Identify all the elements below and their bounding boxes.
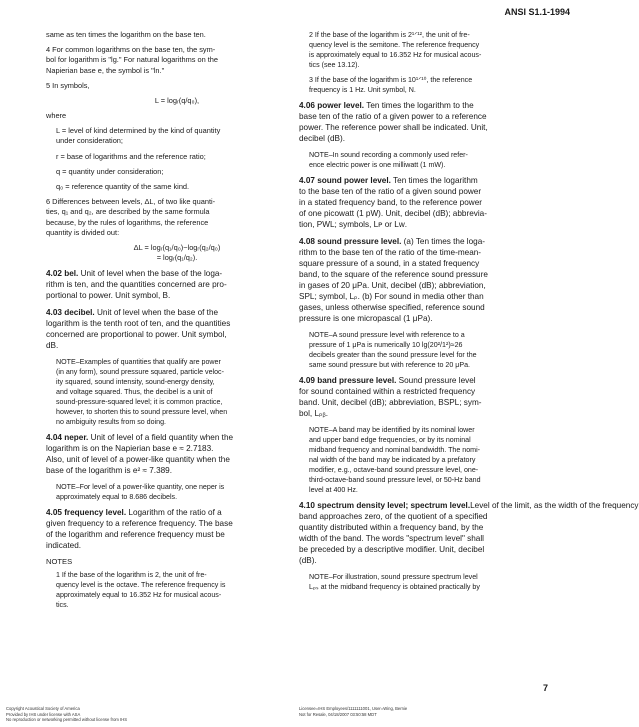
footer-right [299, 706, 407, 717]
text-line: indicated. [46, 541, 82, 551]
text-line: given frequency to a reference frequency. The base [46, 519, 233, 529]
text-line: 6 Differences between levels, ΔL, of two like quanti- [46, 197, 216, 207]
text-line [299, 236, 561, 247]
section-term: 4.02 bel. [46, 269, 79, 279]
text-line: band. Unit, decibel (dB); abbreviation, BSPL; sym- [299, 398, 482, 407]
text-line: base of the logarithm is e² ≈ 7.389. [46, 466, 173, 476]
text-line [46, 507, 308, 518]
text-line: NOTE–For level of a power-like quantity, one neper is [56, 483, 225, 492]
text-line: NOTE–Examples of quantities that qualify are power [56, 358, 221, 367]
section-text: Ten times the logarithm [390, 176, 478, 185]
text-line: in gases of 20 μPa. Unit, decibel (dB); abbreviation, [299, 281, 486, 290]
footer-line: Not for Resale, 04/18/2007 03:50:58 MDT [299, 711, 377, 717]
text-line: band, to the square of the reference sound pressure [299, 270, 488, 279]
footer-line: Copyright Acoustical Society of America [6, 706, 80, 711]
section-text: Ten times the logarithm to the [364, 101, 474, 110]
text-line: under consideration; [56, 136, 123, 146]
block-formula-diff [46, 243, 308, 263]
block-s407 [299, 175, 561, 230]
text-line: same as ten times the logarithm on the base ten. [46, 30, 206, 39]
text-line: ity squared, sound intensity, sound-energy density, [56, 378, 215, 387]
text-line: same sound pressure but with reference to 20 μPa. [309, 361, 471, 369]
footer-left [6, 706, 127, 723]
text-line: ence electric power is one milliwatt (1 mW). [309, 161, 446, 169]
block-def-q0 [46, 182, 308, 192]
text-line: quency level is the octave. The reference frequency is [56, 581, 226, 590]
block-s406-note [299, 150, 561, 170]
page-number: 7 [542, 683, 548, 693]
text-line: Napierian base e, the symbol is "ln." [46, 65, 165, 75]
block-item4 [46, 45, 308, 76]
text-line [299, 375, 561, 386]
text-line [46, 307, 308, 318]
block-s402 [46, 268, 308, 301]
text-line: quency level is the semitone. The reference frequency [309, 41, 480, 49]
text-line: SPL; symbol, Lₚ. (b) For sound in media other than [299, 292, 484, 301]
block-where [46, 111, 308, 121]
footer-line: Provided by IHS under license with ASA [6, 711, 81, 717]
text-line: = logᵣ(q₁/q₂). [156, 253, 198, 263]
left-column [46, 30, 308, 615]
text-line: 3 If the base of the logarithm is 10¹ᐟ¹⁰, the reference [309, 76, 473, 84]
text-line: decibel (dB). [299, 134, 345, 143]
text-line: bol, Lₚᵦ. [299, 409, 328, 418]
text-line: sound-pressure-squared level; it is common practice, [56, 398, 223, 407]
block-s405 [46, 507, 308, 551]
section-term: 4.08 sound pressure level. [299, 237, 402, 246]
text-line: where [46, 111, 67, 121]
block-note3 [299, 75, 561, 95]
text-line: 2 If the base of the logarithm is 2¹ᐟ¹², the unit of fre- [309, 31, 470, 39]
text-line: frequency is 1 Hz. Unit symbol, N. [309, 86, 416, 94]
text-line: approximately equal to 16.352 Hz for musical acous- [56, 591, 222, 600]
text-line: of the logarithm and reference frequency must be [46, 530, 225, 540]
text-line: base ten of the ratio of a given power to a reference [299, 112, 487, 121]
block-s410-note [299, 572, 561, 592]
text-line: be preceded by a descriptive modifier. Unit, decibel [299, 545, 485, 554]
block-item6 [46, 197, 308, 238]
block-s409 [299, 375, 561, 419]
text-line: pressure of 1 μPa is numerically 10 lg(20²/1²)≈26 [309, 341, 463, 349]
text-line: NOTES [46, 557, 73, 567]
text-line: NOTE–In sound recording a commonly used refer- [309, 151, 468, 159]
block-s410 [299, 500, 639, 566]
text-line: NOTE–A sound pressure level with reference to a [309, 331, 465, 339]
block-s403 [46, 307, 308, 351]
block-s404-note [46, 482, 308, 502]
text-line: dB. [46, 341, 59, 351]
section-term: 4.07 sound power level. [299, 176, 391, 185]
footer-line: No reproduction or networking permitted without license from IHS [6, 717, 128, 722]
text-line: width of the band. The words "spectrum level" shall [299, 534, 484, 543]
text-line: rithm is ten, and the quantities concerned are pro- [46, 280, 227, 290]
section-term: 4.05 frequency level. [46, 508, 127, 518]
text-line: (in any form), sound pressure squared, particle veloc- [56, 368, 224, 377]
text-line: ΔL = logᵣ(q₁/q₀)−logᵣ(q₂/q₀) [133, 243, 221, 253]
block-def-L [46, 126, 308, 146]
text-line: of one picowatt (1 pW). Unit, decibel (dB); abbrevia- [299, 209, 487, 218]
text-line: L = level of kind determined by the kind of quantity [56, 126, 221, 136]
section-text: Logarithm of the ratio of a [126, 508, 222, 518]
block-s404 [46, 432, 308, 476]
text-line: logarithm is the tenth root of ten, and the quantities [46, 319, 231, 329]
section-term: 4.04 neper. [46, 433, 89, 443]
text-line: square pressure of a sound, in a stated frequency [299, 259, 480, 268]
text-line: and upper band edge frequencies, or by its nominal [309, 436, 471, 444]
text-line: tics. [56, 601, 69, 610]
text-line: because, by the rules of logarithms, the reference [46, 217, 209, 227]
text-line: portional to power. Unit symbol, B. [46, 291, 171, 301]
text-line: gases, unless otherwise specified, reference sound [299, 303, 485, 312]
standard-id-header: ANSI S1.1-1994 [504, 7, 570, 17]
block-s406 [299, 100, 561, 144]
text-line: concerned are proportional to power. Unit symbol, [46, 330, 227, 340]
text-line: third-octave-band sound pressure level, or 50-Hz band [309, 476, 481, 484]
text-line: ties, q₁ and q₂, are described by the same formula [46, 207, 210, 217]
right-column [299, 30, 639, 597]
text-line: band approaches zero, of the quotient of a specified [299, 512, 488, 521]
text-line [46, 268, 308, 279]
block-formula-main [46, 96, 308, 106]
text-line: r = base of logarithms and the reference ratio; [56, 151, 206, 161]
text-line: NOTE–For illustration, sound pressure spectrum level [309, 573, 478, 581]
section-term: 4.09 band pressure level. [299, 376, 397, 385]
text-line: q₀ = reference quantity of the same kind. [56, 182, 190, 192]
text-line: is approximately equal to 16.352 Hz for musical acous- [309, 51, 482, 59]
block-item5 [46, 81, 308, 91]
text-line: pressure is one micropascal (1 μPa). [299, 314, 433, 323]
text-line: bol for logarithm is "lg." For natural logarithms on the [46, 55, 219, 65]
text-line: to the base ten of the ratio of a given sound power [299, 187, 482, 196]
text-line: Also, unit of level of a power-like quantity when the [46, 455, 230, 465]
text-line [299, 500, 639, 511]
block-top-text [46, 30, 308, 40]
section-text: Unit of level when the base of the loga- [78, 269, 223, 279]
section-term: 4.06 power level. [299, 101, 365, 110]
text-line: tion, PWL; symbols, Lᴘ or Lᴡ. [299, 220, 408, 229]
text-line: level at 400 Hz. [309, 486, 358, 494]
text-line: decibels greater than the sound pressure level for the [309, 351, 477, 359]
text-line: midband frequency and nominal bandwidth. The nomi- [309, 446, 481, 454]
text-line [299, 100, 561, 111]
text-line: Lₚₛ at the midband frequency is obtained practically by [309, 583, 480, 591]
text-line: rithm to the base ten of the ratio of the time-mean- [299, 248, 482, 257]
text-line: approximately equal to 8.686 decibels. [56, 493, 178, 502]
section-term: 4.10 spectrum density level; spectrum level. [299, 501, 471, 510]
block-s408 [299, 236, 561, 324]
block-s408-note [299, 330, 561, 370]
text-line: q = quantity under consideration; [56, 166, 164, 176]
section-text: Sound pressure level [396, 376, 476, 385]
block-s403-note [46, 357, 308, 427]
block-s405-note1 [46, 570, 308, 610]
section-text: Unit of level of a field quantity when the [88, 433, 234, 443]
text-line: quantity distributed within a frequency band, by the [299, 523, 484, 532]
text-line: (dB). [299, 556, 317, 565]
block-notes-label [46, 557, 308, 567]
text-line: and voltage squared. Thus, the decibel is a unit of [56, 388, 213, 397]
text-line [299, 175, 561, 186]
section-text: (a) Ten times the loga- [401, 237, 485, 246]
footer-line: Licensee=IHS Employees/1111111001, User=Wing, Bernie [299, 706, 408, 711]
block-def-r [46, 152, 308, 162]
text-line: no ambiguity results from so doing. [56, 418, 167, 427]
text-line: in a stated frequency band, to the reference power [299, 198, 482, 207]
block-note2 [299, 30, 561, 70]
text-line: 4 For common logarithms on the base ten, the sym- [46, 45, 216, 55]
text-line: quantity is divided out: [46, 227, 120, 237]
text-line: for sound contained within a restricted frequency [299, 387, 476, 396]
text-line [46, 432, 308, 443]
text-line: modifier, e.g., octave-band sound pressure level, one- [309, 466, 479, 474]
text-line: logarithm is on the Napierian base e ≈ 2.7183. [46, 444, 214, 454]
text-line: power. The reference power shall be indicated. Unit, [299, 123, 488, 132]
text-line: NOTE–A band may be identified by its nominal lower [309, 426, 475, 434]
text-line: tics (see 13.12). [309, 61, 360, 69]
section-text: Level of the limit, as the width of the frequency [470, 501, 639, 510]
section-text: Unit of level when the base of the [94, 308, 219, 318]
text-line: L = logᵣ(q/q₀), [154, 96, 200, 106]
text-line: nal width of the band may be indicated by a prefatory [309, 456, 476, 464]
text-line: 5 In symbols, [46, 80, 90, 90]
block-s409-note [299, 425, 561, 495]
text-line: however, to shorten this to sound pressure level, when [56, 408, 228, 417]
text-line: 1 If the base of the logarithm is 2, the unit of fre- [56, 571, 207, 580]
section-term: 4.03 decibel. [46, 308, 95, 318]
block-def-q [46, 167, 308, 177]
